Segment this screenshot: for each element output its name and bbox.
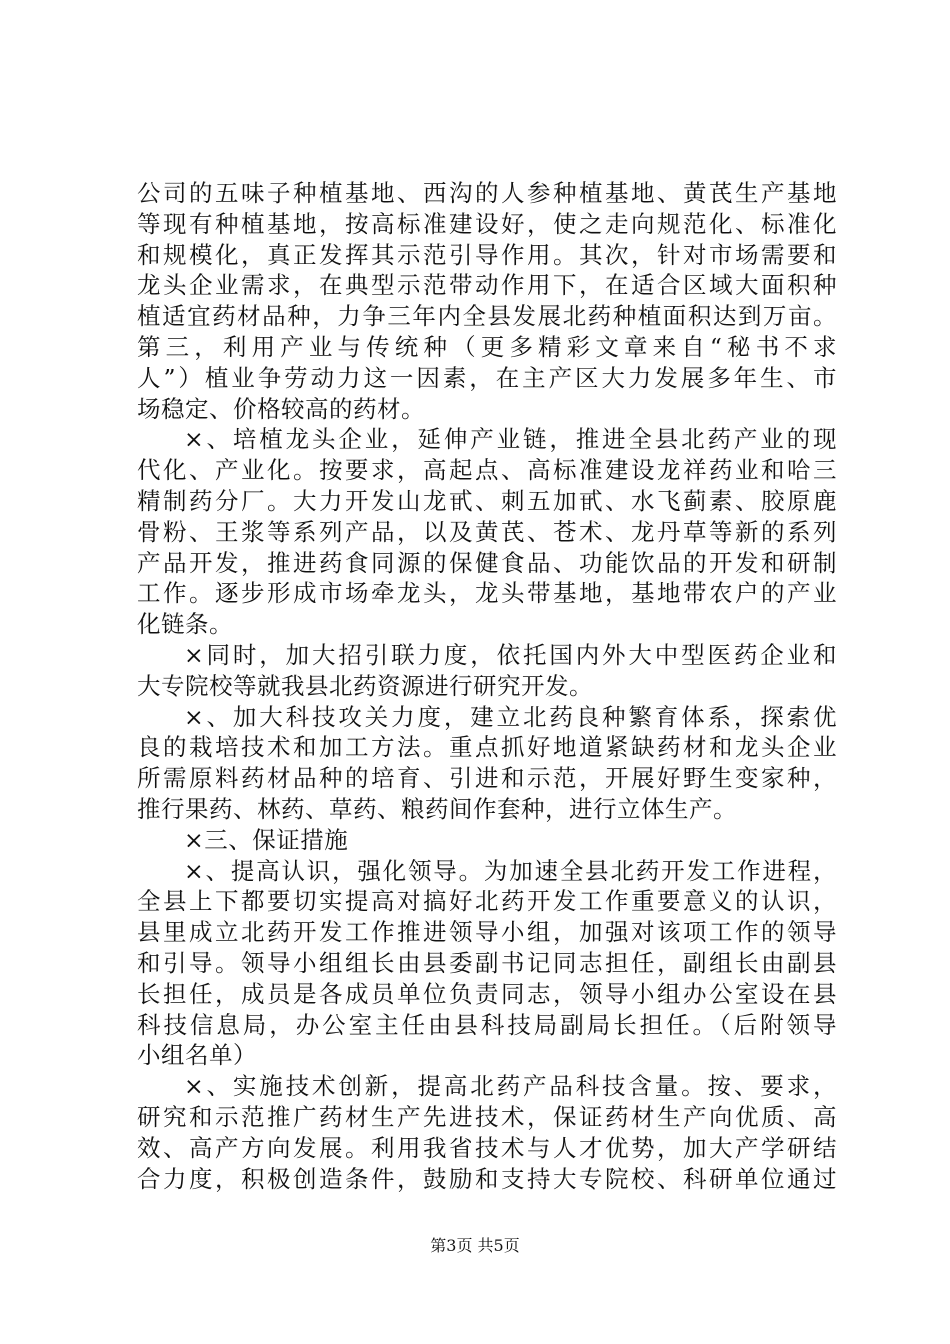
text-line: 大专院校等就我县北药资源进行研究开发。 bbox=[137, 671, 593, 700]
text-line: 工作。逐步形成市场牵龙头，龙头带基地，基地带农户的产业 bbox=[137, 579, 837, 608]
text-line: 小组名单） bbox=[137, 1041, 257, 1070]
page-footer: 第3页 共5页 bbox=[430, 1236, 520, 1255]
text-line: 科技信息局，办公室主任由县科技局副局长担任。（后附领导 bbox=[137, 1010, 837, 1039]
document-body bbox=[137, 178, 837, 1194]
text-line: 龙头企业需求，在典型示范带动作用下，在适合区域大面积种 bbox=[137, 271, 837, 300]
text-line: 化链条。 bbox=[137, 610, 233, 639]
text-line: 植适宜药材品种，力争三年内全县发展北药种植面积达到万亩。 bbox=[137, 302, 837, 331]
text-line: 研究和示范推广药材生产先进技术，保证药材生产向优质、高 bbox=[137, 1102, 837, 1131]
text-line: 场稳定、价格较高的药材。 bbox=[137, 394, 425, 423]
text-line: 第三，利用产业与传统种（更多精彩文章来自“秘书不求 bbox=[137, 332, 837, 361]
text-line: 推行果药、林药、草药、粮药间作套种，进行立体生产。 bbox=[137, 794, 737, 823]
text-line: 县里成立北药开发工作推进领导小组，加强对该项工作的领导 bbox=[137, 918, 837, 947]
text-line: ×三、保证措施 bbox=[184, 825, 349, 854]
text-line: 代化、产业化。按要求，高起点、高标准建设龙祥药业和哈三 bbox=[137, 456, 837, 485]
text-line: ×、培植龙头企业，延伸产业链，推进全县北药产业的现 bbox=[184, 425, 837, 454]
text-line: 精制药分厂。大力开发山龙甙、刺五加甙、水飞蓟素、胶原鹿 bbox=[137, 486, 837, 515]
text-line: 效、高产方向发展。利用我省技术与人才优势，加大产学研结 bbox=[137, 1133, 837, 1162]
text-line: 良的栽培技术和加工方法。重点抓好地道紧缺药材和龙头企业 bbox=[137, 733, 837, 762]
text-line: ×、提高认识，强化领导。为加速全县北药开发工作进程， bbox=[184, 856, 837, 885]
text-line: 全县上下都要切实提高对搞好北药开发工作重要意义的认识， bbox=[137, 887, 837, 916]
text-line: 产品开发，推进药食同源的保健食品、功能饮品的开发和研制 bbox=[137, 548, 837, 577]
text-line: 合力度，积极创造条件，鼓励和支持大专院校、科研单位通过 bbox=[137, 1164, 837, 1193]
text-line: ×、加大科技攻关力度，建立北药良种繁育体系，探索优 bbox=[184, 702, 837, 731]
text-line: 长担任，成员是各成员单位负责同志，领导小组办公室设在县 bbox=[137, 979, 837, 1008]
text-line: 和引导。领导小组组长由县委副书记同志担任，副组长由副县 bbox=[137, 948, 837, 977]
text-line: ×、实施技术创新，提高北药产品科技含量。按、要求， bbox=[184, 1072, 837, 1101]
text-line: 和规模化，真正发挥其示范引导作用。其次，针对市场需要和 bbox=[137, 240, 837, 269]
text-line: 人”）植业争劳动力这一因素，在主产区大力发展多年生、市 bbox=[137, 363, 837, 392]
text-line: 骨粉、王浆等系列产品，以及黄芪、苍术、龙丹草等新的系列 bbox=[137, 517, 837, 546]
text-line: 等现有种植基地，按高标准建设好，使之走向规范化、标准化 bbox=[137, 209, 837, 238]
text-line: 公司的五味子种植基地、西沟的人参种植基地、黄芪生产基地 bbox=[137, 179, 837, 207]
text-line: ×同时，加大招引联力度，依托国内外大中型医药企业和 bbox=[184, 640, 837, 669]
text-line: 所需原料药材品种的培育、引进和示范，开展好野生变家种， bbox=[137, 764, 837, 793]
